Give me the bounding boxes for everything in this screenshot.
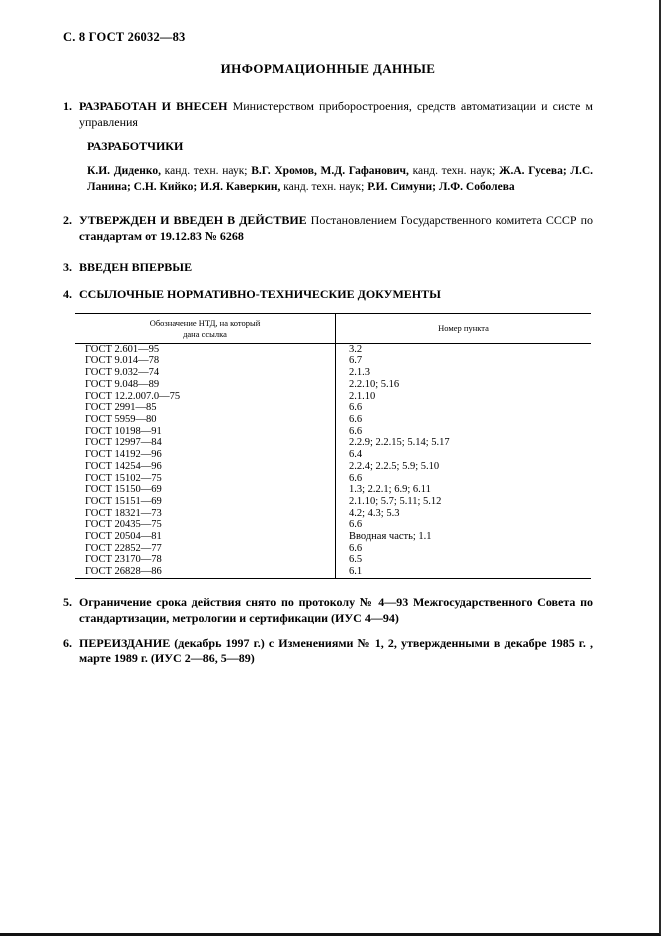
ntd-designation-cell: ГОСТ 22852—77 <box>75 543 336 555</box>
references-table <box>75 313 591 579</box>
col-header-punkt: Номер пункта <box>438 323 489 334</box>
item-approved <box>63 213 593 245</box>
table-row <box>75 484 591 496</box>
punkt-number-cell: 6.6 <box>349 425 363 437</box>
item-text <box>79 260 593 276</box>
col-header-ntd <box>75 313 336 343</box>
punkt-number-cell: 2.1.10; 5.7; 5.11; 5.12 <box>349 495 442 507</box>
item-reference-documents <box>63 287 593 303</box>
table-body <box>75 343 591 578</box>
ntd-designation-cell: ГОСТ 5959—80 <box>75 414 336 426</box>
punkt-number-cell: 6.7 <box>349 355 363 367</box>
text-segment: Постановлением Государственного комитета СССР по <box>310 213 593 228</box>
ntd-designation-cell: ГОСТ 15150—69 <box>75 484 336 496</box>
text-segment: ПЕРЕИЗДАНИЕ (декабрь 1997 г.) с Изменениями № 1, 2, утвержденными в декабре 1985 г. , марте 1989 г. (ИУС 2—86, 5—89) <box>79 635 593 666</box>
punkt-number-cell: 2.1.3 <box>349 367 370 379</box>
table-row <box>75 343 591 355</box>
table-row <box>75 519 591 531</box>
ntd-designation-cell: ГОСТ 26828—86 <box>75 566 336 578</box>
table-row <box>75 566 591 578</box>
item-number: 2. <box>63 213 72 228</box>
punkt-number-cell: 6.6 <box>349 472 363 484</box>
punkt-number-cell: 6.5 <box>349 554 363 566</box>
text-segment: ВВЕДЕН ВПЕРВЫЕ <box>79 260 193 275</box>
text-segment: К.И. Диденко, <box>87 164 165 177</box>
item-text <box>79 595 593 627</box>
table-row <box>75 414 591 426</box>
text-segment: канд. техн. наук; <box>283 180 368 193</box>
table-row <box>75 496 591 508</box>
table-row <box>75 531 591 543</box>
punkt-number-cell: 6.6 <box>349 542 363 554</box>
table-row <box>75 449 591 461</box>
text-segment: стандартам от 19.12.83 № 6268 <box>79 229 244 244</box>
table-header-row <box>75 313 591 343</box>
punkt-number-cell: 2.1.10 <box>349 390 376 402</box>
ntd-designation-cell: ГОСТ 20435—75 <box>75 519 336 531</box>
developers-heading: РАЗРАБОТЧИКИ <box>87 138 184 153</box>
table-row <box>75 473 591 485</box>
ntd-designation-cell: ГОСТ 18321—73 <box>75 508 336 520</box>
table-row <box>75 426 591 438</box>
ntd-designation-cell: ГОСТ 2.601—95 <box>75 343 336 355</box>
table-row <box>75 355 591 367</box>
item-number: 1. <box>63 99 72 113</box>
punkt-number-cell: 2.2.9; 2.2.15; 5.14; 5.17 <box>349 437 450 449</box>
ntd-designation-cell: ГОСТ 10198—91 <box>75 426 336 438</box>
punkt-number-cell: 3.2 <box>349 343 363 355</box>
punkt-number-cell: 6.6 <box>349 519 363 531</box>
table-row <box>75 554 591 566</box>
table-row <box>75 402 591 414</box>
item-number: 5. <box>63 594 72 609</box>
text-segment: ССЫЛОЧНЫЕ НОРМАТИВНО-ТЕХНИЧЕСКИЕ ДОКУМЕНТЫ <box>79 286 441 301</box>
text-segment: канд. техн. наук; <box>412 164 500 177</box>
text-segment: канд. техн. наук; <box>164 164 252 177</box>
ntd-designation-cell: ГОСТ 14254—96 <box>75 461 336 473</box>
ntd-designation-cell: ГОСТ 9.032—74 <box>75 367 336 379</box>
ntd-designation-cell: ГОСТ 2991—85 <box>75 402 336 414</box>
item-number: 6. <box>63 635 72 650</box>
ntd-designation-cell: ГОСТ 15102—75 <box>75 473 336 485</box>
ntd-designation-cell: ГОСТ 9.048—89 <box>75 379 336 391</box>
punkt-number-cell: 1.3; 2.2.1; 6.9; 6.11 <box>349 484 431 496</box>
developers-list <box>87 164 593 196</box>
page-header: С. 8 ГОСТ 26032—83 <box>63 30 186 44</box>
text-segment: В.Г. Хромов, М.Д. Гафанович, <box>251 164 413 177</box>
table-head <box>75 313 591 343</box>
punkt-number-cell: 6.6 <box>349 402 363 414</box>
item-text <box>79 213 593 245</box>
ntd-designation-cell: ГОСТ 15151—69 <box>75 496 336 508</box>
text-segment: Р.И. Симуни; Л.Ф. Соболева <box>367 180 515 193</box>
item-first-introduced <box>63 260 593 276</box>
text-segment: Министерством приборостроения, средств автоматизации и систе м управления <box>79 99 593 129</box>
punkt-number-cell: 2.2.10; 5.16 <box>349 378 400 390</box>
text-segment: РАЗРАБОТАН И ВНЕСЕН <box>79 99 233 113</box>
document-title: ИНФОРМАЦИОННЫЕ ДАННЫЕ <box>220 61 436 76</box>
table-row <box>75 508 591 520</box>
text-segment: УТВЕРЖДЕН И ВВЕДЕН В ДЕЙСТВИЕ <box>79 213 311 228</box>
text-segment: Ограничение срока действия снято по протоколу № 4—93 Межгосударственного Совета по стандартизации, метрологии и сертификации (ИУС 4—94) <box>79 594 593 625</box>
table-row <box>75 461 591 473</box>
item-text <box>79 99 593 131</box>
table-row <box>75 379 591 391</box>
table-row <box>75 391 591 403</box>
ntd-designation-cell: ГОСТ 12997—84 <box>75 437 336 449</box>
ntd-designation-cell: ГОСТ 14192—96 <box>75 449 336 461</box>
col-header-ntd-line1: Обозначение НТД, на который <box>149 317 261 328</box>
item-number: 4. <box>63 286 72 301</box>
col-header-ntd-line2: дана ссылка <box>183 328 227 339</box>
ntd-designation-cell: ГОСТ 20504—81 <box>75 531 336 543</box>
item-reissue <box>63 636 593 668</box>
punkt-number-cell: 4.2; 4.3; 5.3 <box>349 507 400 519</box>
item-validity-limit <box>63 595 593 627</box>
item-developed <box>63 99 593 131</box>
table-row <box>75 437 591 449</box>
ntd-designation-cell: ГОСТ 12.2.007.0—75 <box>75 391 336 403</box>
punkt-number-cell: 6.1 <box>349 566 363 578</box>
table-row <box>75 543 591 555</box>
punkt-number-cell: 6.6 <box>349 414 363 425</box>
item-number: 3. <box>63 260 72 275</box>
punkt-number-cell: 2.2.4; 2.2.5; 5.9; 5.10 <box>349 460 440 472</box>
text-segment: Ж.А. Гусева; Л.С. Ланина; С.Н. Кийко; И.Я. Каверкин, <box>87 164 593 193</box>
item-text <box>79 287 593 303</box>
item-text <box>79 636 593 668</box>
ntd-designation-cell: ГОСТ 23170—78 <box>75 554 336 566</box>
ntd-designation-cell: ГОСТ 9.014—78 <box>75 355 336 367</box>
table-row <box>75 367 591 379</box>
punkt-number-cell: 6.4 <box>349 449 363 461</box>
punkt-number-cell: Вводная часть; 1.1 <box>349 531 432 543</box>
